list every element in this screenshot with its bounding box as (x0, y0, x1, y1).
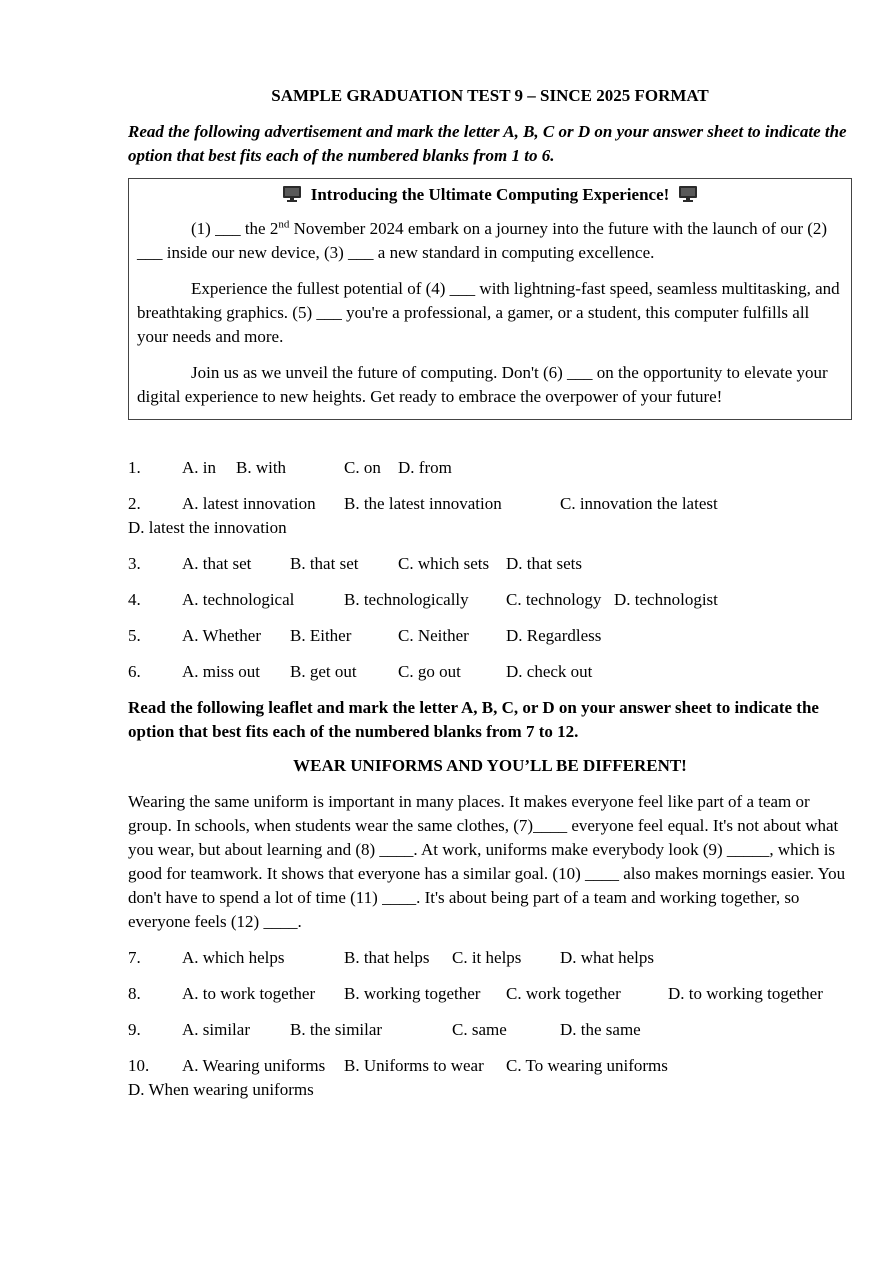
question-item: 3. A. that set B. that set C. which sets D. that sets (128, 554, 583, 573)
desktop-computer-icon (678, 185, 698, 203)
advertisement-paragraph-2: Experience the fullest potential of (4) ___ with lightning-fast speed, seamless multitasking, and breathtaking graphics. (5) ___ you're a professional, a gamer, or a student, this computer fulfills all your needs and more. (137, 279, 840, 346)
advertisement-heading-text: Introducing the Ultimate Computing Experience! (310, 185, 670, 204)
advertisement-heading (137, 183, 843, 207)
leaflet-passage: Wearing the same uniform is important in many places. It makes everyone feel like part of a team or group. In schools, when students wear the same clothes, (7)____ everyone feel equal. It's not about what you wear, but about learning and (8) ____. At work, uniforms make everybody look (9) _____, which is good for teamwork. It shows that everyone has a similar goal. (10) ____ also makes mornings easier. You don't have to spend a lot of time (11) ____. It's about being part of a team and working together, so everyone feels (12) ____. (128, 792, 846, 931)
page-title: SAMPLE GRADUATION TEST 9 – SINCE 2025 FORMAT (271, 86, 709, 105)
question-item: 4. A. technological B. technologically C. technology D. technologist (128, 590, 718, 609)
question-item: 9. A. similar B. the similar C. same D. the same (128, 1020, 641, 1039)
advertisement-paragraph-3: Join us as we unveil the future of computing. Don't (6) ___ on the opportunity to elevate your digital experience to new heights. Get ready to embrace the overpower of your future! (137, 363, 828, 406)
question-item: 6. A. miss out B. get out C. go out D. check out (128, 662, 593, 681)
question-item: 5. A. Whether B. Either C. Neither D. Regardless (128, 626, 602, 645)
desktop-computer-icon (282, 185, 302, 203)
question-item: 8. A. to work together B. working together C. work together D. to working together (128, 984, 823, 1003)
question-item: 10. A. Wearing uniforms B. Uniforms to wear C. To wearing uniformsD. When wearing uniforms (128, 1056, 668, 1099)
section1-instructions: Read the following advertisement and mark the letter A, B, C or D on your answer sheet to indicate the option that best fits each of the numbered blanks from 1 to 6. (128, 122, 847, 165)
document-page (128, 84, 852, 1114)
section2-instructions: Read the following leaflet and mark the letter A, B, C, or D on your answer sheet to indicate the option that best fits each of the numbered blanks from 7 to 12. (128, 698, 819, 741)
question-item: 2. A. latest innovation B. the latest innovation C. innovation the latestD. latest the innovation (128, 494, 718, 537)
advertisement-paragraph-1: (1) ___ the 2nd November 2024 embark on a journey into the future with the launch of our (2) ___ inside our new device, (3) ___ a new standard in computing excellence. (137, 218, 828, 262)
leaflet-title: WEAR UNIFORMS AND YOU’LL BE DIFFERENT! (293, 756, 687, 775)
advertisement-box (128, 178, 852, 420)
question-item: 1. A. in B. with C. on D. from (128, 458, 452, 477)
question-item: 7. A. which helps B. that helps C. it helps D. what helps (128, 948, 654, 967)
